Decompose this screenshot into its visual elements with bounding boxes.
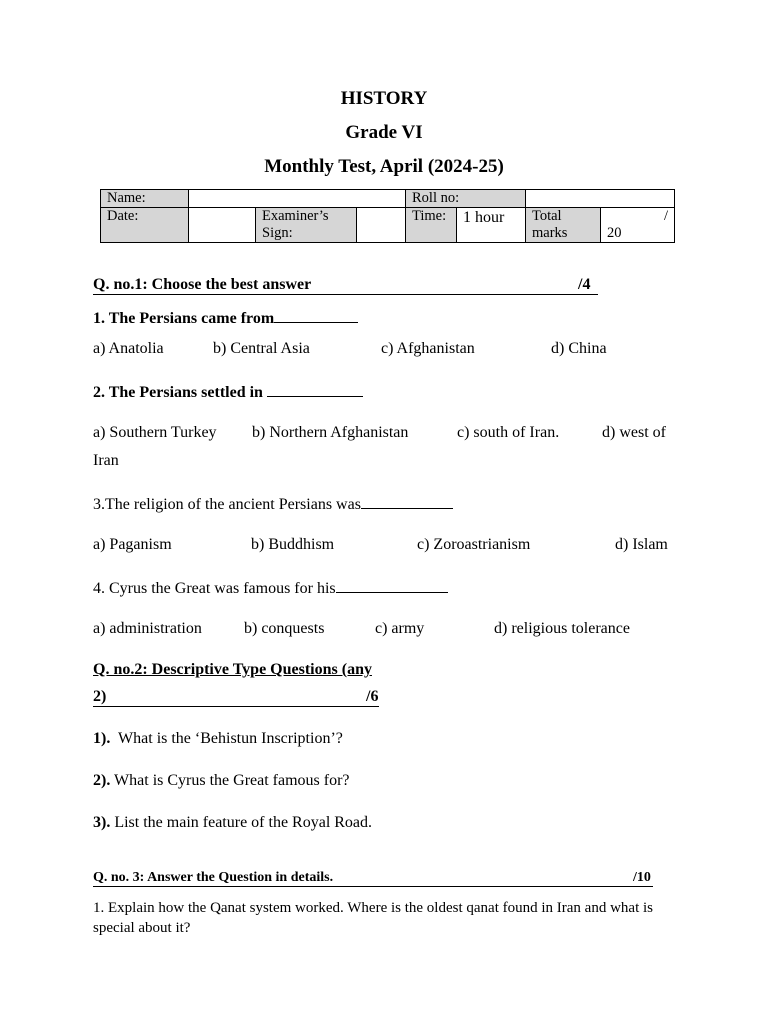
time-label: Time:	[406, 208, 457, 243]
student-info-table	[100, 189, 675, 243]
q1-3-option-c[interactable]: c) Zoroastrianism	[417, 536, 531, 553]
examiner-label-line1: Examiner’s	[262, 208, 329, 224]
q2-marks: /6	[366, 688, 379, 705]
total-marks-value	[601, 208, 675, 243]
q1-question-1	[93, 308, 358, 328]
q2-item-3-num: 3).	[93, 814, 111, 831]
q1-1-option-a[interactable]: a) Anatolia	[93, 340, 164, 357]
q1-marks: /4	[578, 276, 591, 293]
date-field[interactable]	[189, 208, 256, 243]
subject-title: HISTORY	[340, 88, 428, 109]
q1-2-option-a[interactable]: a) Southern Turkey	[93, 424, 217, 441]
q2-item-3-text: List the main feature of the Royal Road.	[110, 814, 373, 831]
q1-question-2	[93, 382, 363, 402]
roll-field[interactable]	[526, 190, 675, 208]
q1-3-option-d[interactable]: d) Islam	[615, 536, 668, 553]
q1-4-option-a[interactable]: a) administration	[93, 620, 202, 637]
q2-heading-line1: Q. no.2: Descriptive Type Questions (any	[93, 661, 372, 678]
name-label: Name:	[101, 190, 189, 208]
roll-label: Roll no:	[406, 190, 526, 208]
q2-item-1-text: What is the ‘Behistun Inscription’?	[110, 730, 343, 747]
q1-1-option-b[interactable]: b) Central Asia	[213, 340, 310, 357]
q2-item-3	[93, 814, 372, 832]
test-title: Monthly Test, April (2024-25)	[264, 156, 504, 177]
q1-heading-text: Q. no.1: Choose the best answer	[93, 276, 312, 293]
examiner-label	[256, 208, 357, 243]
q3-heading	[93, 870, 653, 887]
examiner-label-line2: Sign:	[262, 225, 293, 241]
total-value: 20	[607, 225, 622, 241]
q3-item-1: 1. Explain how the Qanat system worked. Where is the oldest qanat found in Iran and what is special about it?	[93, 900, 654, 936]
q1-2-option-d[interactable]: d) west of	[602, 424, 666, 441]
q1-question-3	[93, 494, 453, 514]
q1-question-4	[93, 578, 448, 598]
grade-title: Grade VI	[345, 122, 423, 143]
q1-3-option-a[interactable]: a) Paganism	[93, 536, 172, 553]
name-field[interactable]	[189, 190, 406, 208]
q1-question-2-text: 2. The Persians settled in	[93, 384, 267, 401]
q2-item-2	[93, 772, 350, 790]
answer-blank	[274, 308, 358, 323]
q1-4-option-b[interactable]: b) conquests	[244, 620, 325, 637]
q3-heading-text: Q. no. 3: Answer the Question in details.	[93, 870, 334, 885]
q1-4-option-d[interactable]: d) religious tolerance	[494, 620, 630, 637]
q2-heading-line2	[93, 688, 379, 707]
total-label-line2: marks	[532, 225, 568, 241]
q1-4-option-c[interactable]: c) army	[375, 620, 425, 637]
q2-item-2-text: What is Cyrus the Great famous for?	[110, 772, 350, 789]
total-label-line1: Total	[532, 208, 562, 224]
q2-item-1-num: 1).	[93, 730, 111, 747]
q2-heading-text: 2)	[93, 688, 107, 705]
examiner-sign-field[interactable]	[357, 208, 406, 243]
q1-question-3-text: 3.The religion of the ancient Persians was	[93, 496, 361, 513]
time-value: 1 hour	[457, 208, 526, 243]
q1-heading	[93, 276, 598, 295]
q1-1-option-d[interactable]: d) China	[551, 340, 607, 357]
q1-1-option-c[interactable]: c) Afghanistan	[381, 340, 475, 357]
answer-blank	[267, 382, 363, 397]
date-label: Date:	[101, 208, 189, 243]
q2-item-1	[93, 730, 343, 748]
total-slash: /	[663, 208, 668, 224]
q1-2-option-c[interactable]: c) south of Iran.	[457, 424, 560, 441]
answer-blank	[336, 578, 448, 593]
q1-question-1-text: 1. The Persians came from	[93, 310, 275, 327]
q1-2-option-b[interactable]: b) Northern Afghanistan	[252, 424, 409, 441]
q3-marks: /10	[633, 870, 651, 885]
q2-item-2-num: 2).	[93, 772, 111, 789]
q1-3-option-b[interactable]: b) Buddhism	[251, 536, 335, 553]
q1-2-option-d-cont: Iran	[93, 452, 119, 469]
q1-question-4-text: 4. Cyrus the Great was famous for his	[93, 580, 336, 597]
answer-blank	[361, 494, 453, 509]
total-marks-label	[526, 208, 601, 243]
